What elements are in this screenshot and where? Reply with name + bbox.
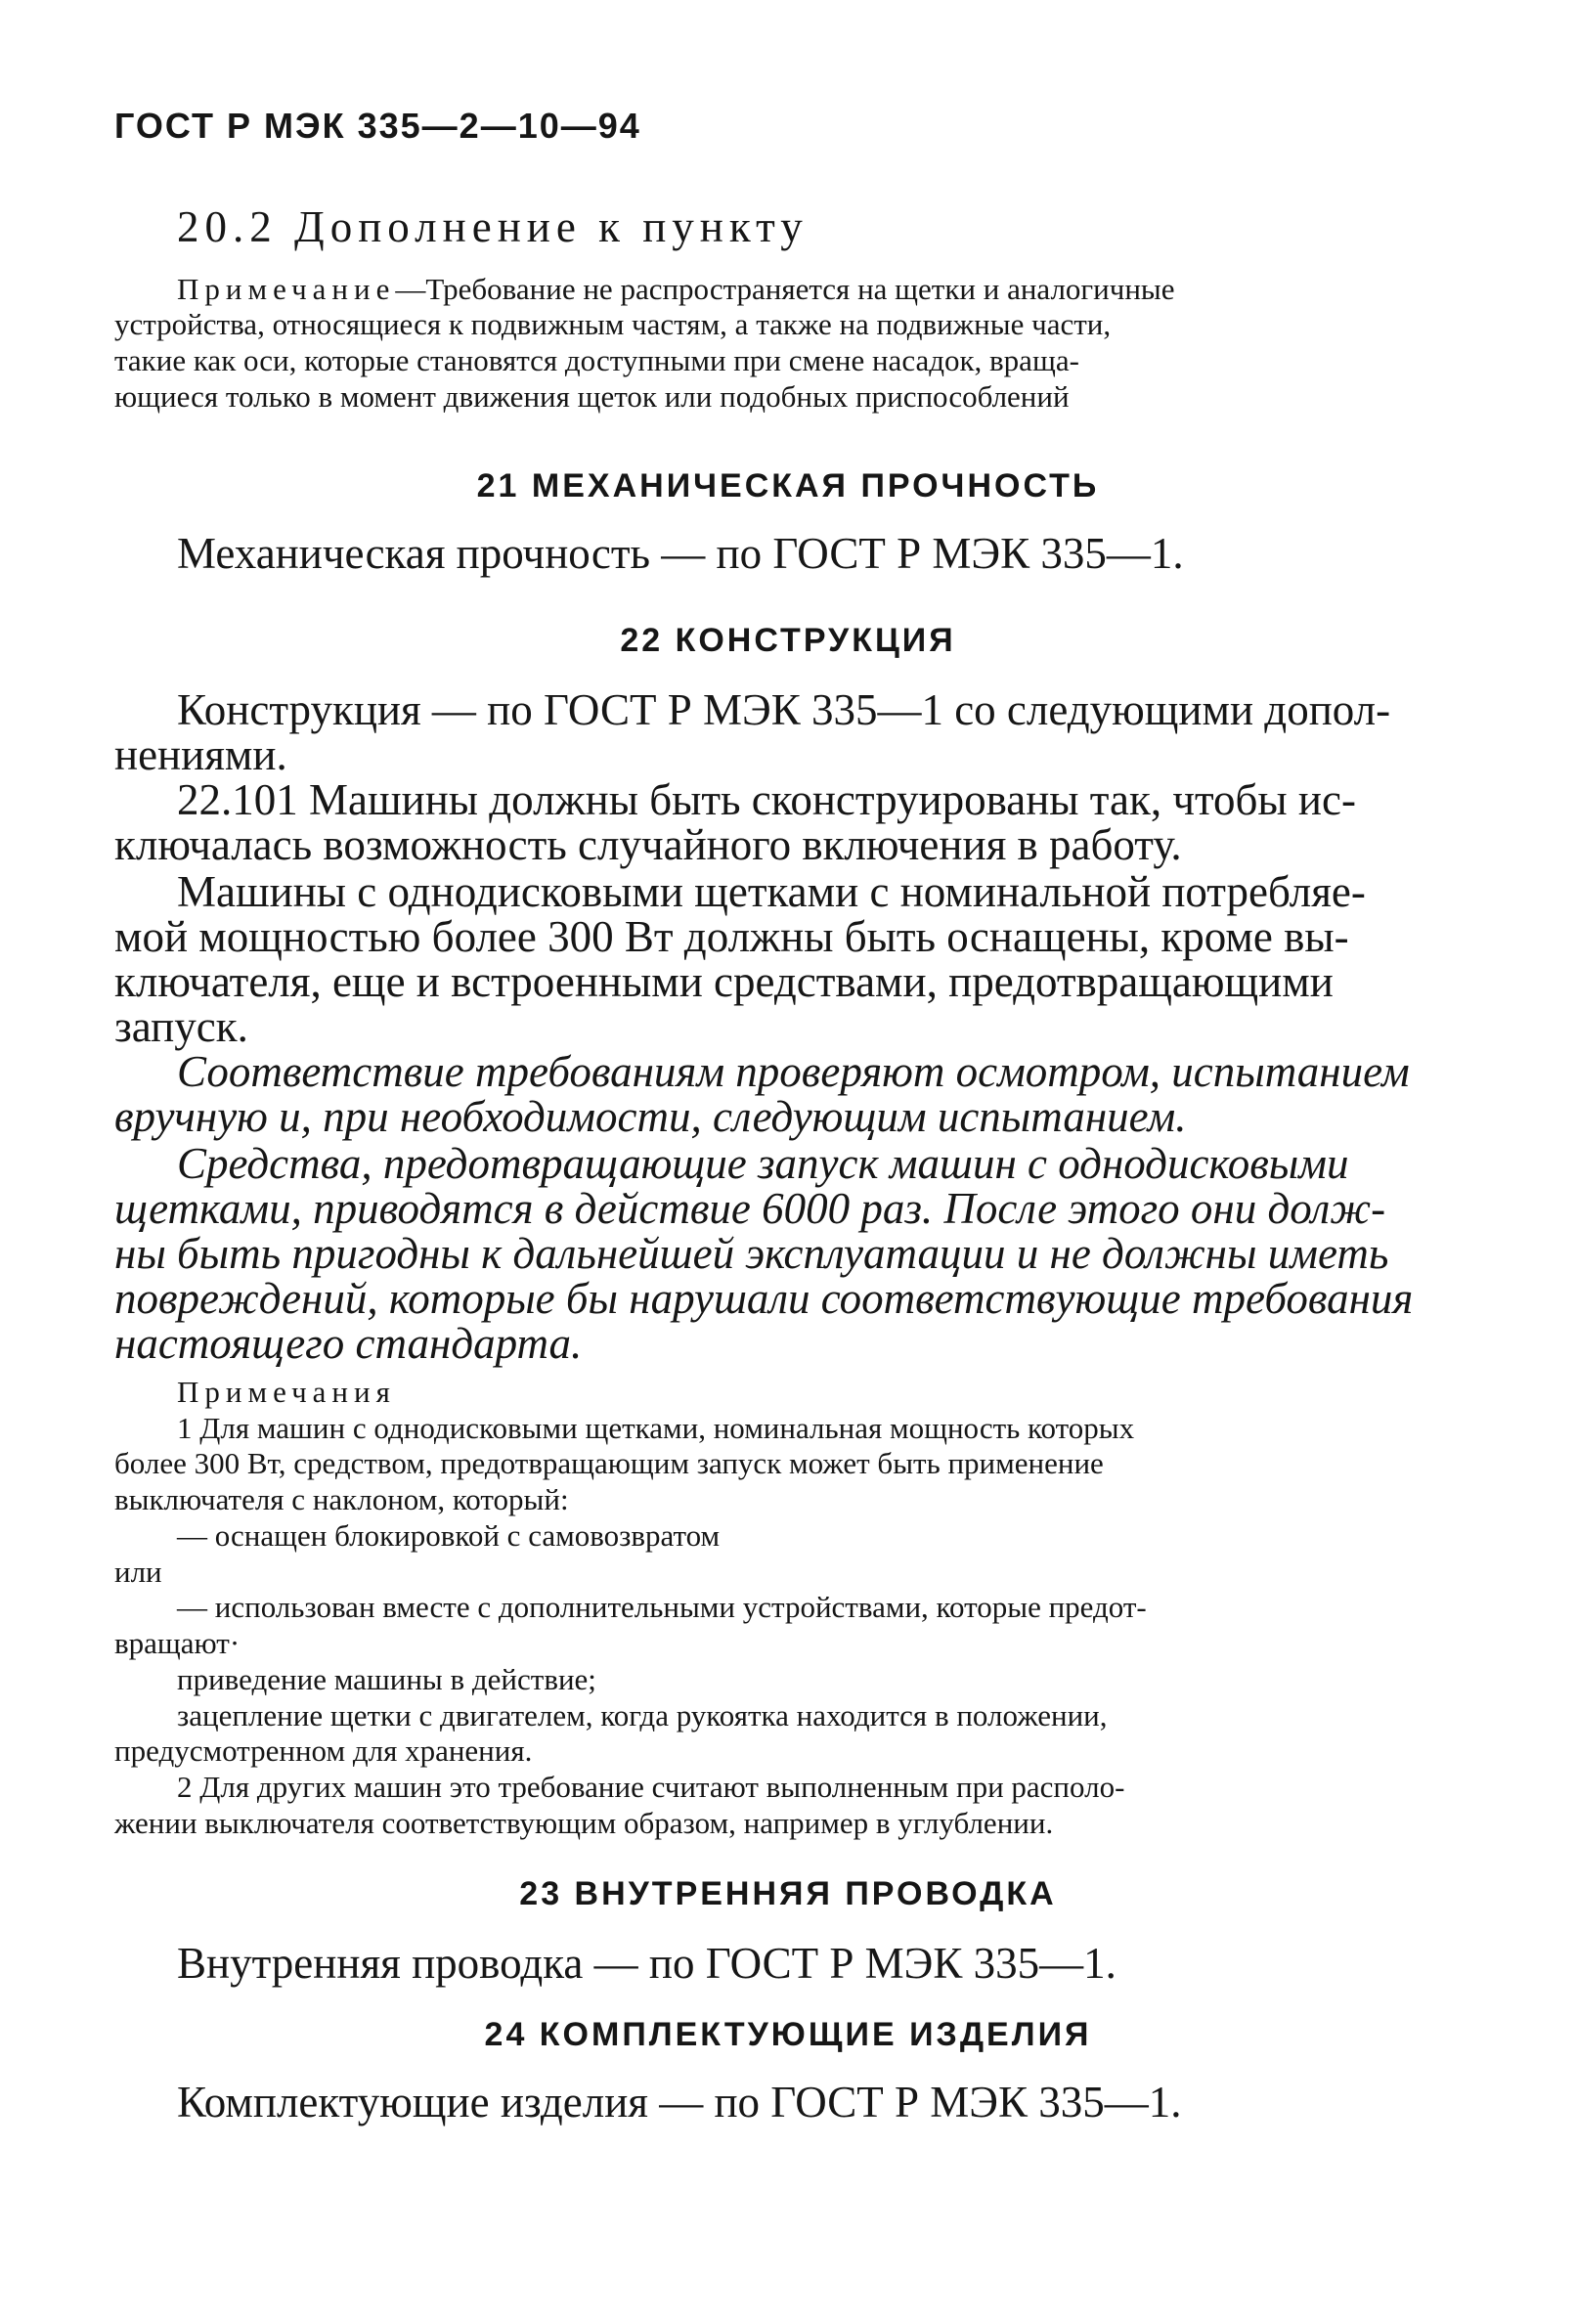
note-line: предусмотренном для хранения.: [114, 1733, 533, 1768]
note-label: Примечание: [177, 272, 396, 306]
clause-20-2-note-line: ющиеся только в момент движения щеток или подобных приспособлений: [114, 379, 1070, 414]
clause-22-101-line: ключалась возможность случайного включения в работу.: [114, 820, 1182, 869]
means-paragraph-line: ны быть пригодны к дальнейшей эксплуатации и не должны иметь: [114, 1229, 1389, 1278]
machines-paragraph-line: ключателя, еще и встроенными средствами, предотвращающими: [114, 957, 1334, 1006]
note-line: — использован вместе с дополнительными устройствами, которые предот-: [177, 1590, 1147, 1624]
test-paragraph-line: вручную и, при необходимости, следующим испытанием.: [114, 1092, 1187, 1141]
note-line: выключателя с наклоном, который:: [114, 1482, 569, 1516]
machines-paragraph-line: запуск.: [114, 1002, 248, 1051]
section-22-intro-line: Конструкция — по ГОСТ Р МЭК 335—1 со следующими допол-: [177, 685, 1391, 734]
machines-paragraph-line: Машины с однодисковыми щетками с номинальной потребляе-: [177, 867, 1366, 916]
clause-22-101-line: 22.101 Машины должны быть сконструированы так, чтобы ис-: [177, 775, 1356, 824]
section-21-heading: 21 МЕХАНИЧЕСКАЯ ПРОЧНОСТЬ: [476, 467, 1100, 504]
note-line: вращают·: [114, 1626, 241, 1660]
section-22-heading: 22 КОНСТРУКЦИЯ: [620, 622, 956, 659]
section-23-text: Внутренняя проводка — по ГОСТ Р МЭК 335—1.: [177, 1939, 1116, 1988]
running-header: ГОСТ Р МЭК 335—2—10—94: [114, 106, 641, 146]
section-22-intro-line: нениями.: [114, 730, 287, 779]
note-line: более 300 Вт, средством, предотвращающим запуск может быть применение: [114, 1446, 1104, 1480]
note-line: 1 Для машин с однодисковыми щетками, номинальная мощность которых: [177, 1411, 1135, 1445]
means-paragraph-line: щетками, приводятся в действие 6000 раз. После этого они долж-: [114, 1184, 1386, 1233]
means-paragraph-line: повреждений, которые бы нарушали соответствующие требования: [114, 1274, 1414, 1323]
section-24-text: Комплектующие изделия — по ГОСТ Р МЭК 335—1.: [177, 2078, 1182, 2127]
clause-20-2-note-line: устройства, относящиеся к подвижным частям, а также на подвижные части,: [114, 307, 1112, 341]
note-line: зацепление щетки с двигателем, когда рукоятка находится в положении,: [177, 1698, 1108, 1732]
clause-20-2-note-line: такие как оси, которые становятся доступными при смене насадок, враща-: [114, 343, 1079, 377]
notes-label: Примечания: [177, 1375, 396, 1409]
note-line: — оснащен блокировкой с самовозвратом: [177, 1518, 721, 1553]
note-line: жении выключателя соответствующим образом, например в углублении.: [114, 1806, 1054, 1840]
test-paragraph-line: Соответствие требованиям проверяют осмотром, испытанием: [177, 1047, 1410, 1096]
section-24-heading: 24 КОМПЛЕКТУЮЩИЕ ИЗДЕЛИЯ: [484, 2016, 1092, 2053]
machines-paragraph-line: мой мощностью более 300 Вт должны быть оснащены, кроме вы-: [114, 912, 1349, 961]
clause-20-2-title: 20.2 Дополнение к пункту: [177, 202, 809, 251]
section-23-heading: 23 ВНУТРЕННЯЯ ПРОВОДКА: [519, 1875, 1057, 1912]
note-line: или: [114, 1555, 162, 1589]
note-line: приведение машины в действие;: [177, 1662, 596, 1696]
section-21-text: Механическая прочность — по ГОСТ Р МЭК 335—1.: [177, 529, 1184, 578]
note-line: 2 Для других машин это требование считают выполненным при располо-: [177, 1770, 1125, 1804]
clause-20-2-note-line: Примечание—Требование не распространяется на щетки и аналогичные: [177, 272, 1175, 306]
means-paragraph-line: Средства, предотвращающие запуск машин с однодисковыми: [177, 1139, 1349, 1188]
means-paragraph-line: настоящего стандарта.: [114, 1319, 583, 1368]
